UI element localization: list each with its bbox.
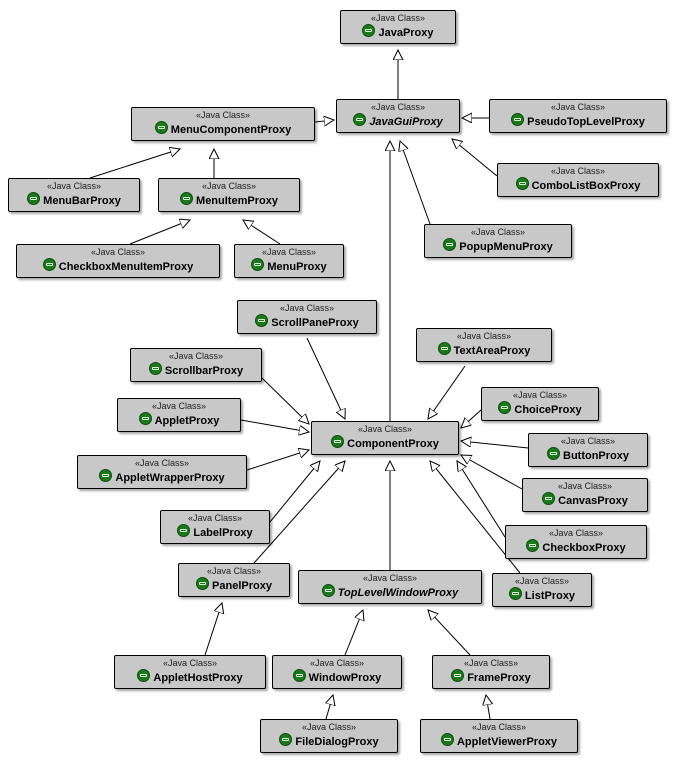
- class-name-row: [305, 584, 475, 600]
- class-node-popupmenuproxy[interactable]: [424, 224, 572, 258]
- class-name-row: [167, 524, 263, 540]
- java-class-icon: [441, 733, 454, 746]
- class-stereotype: «Java Class»: [261, 247, 317, 257]
- class-name-row: [165, 192, 293, 208]
- class-node-appletwrapperproxy[interactable]: [77, 455, 247, 489]
- class-name-row: [241, 258, 337, 274]
- class-name-row: [121, 669, 259, 685]
- class-stereotype: «Java Class»: [514, 576, 570, 586]
- class-name: MenuComponentProxy: [170, 124, 292, 136]
- java-class-icon: [438, 342, 451, 355]
- class-stereotype: «Java Class»: [550, 166, 606, 176]
- class-node-javaproxy[interactable]: [340, 10, 456, 44]
- class-name-row: [124, 412, 234, 428]
- class-node-checkboxmenuitemproxy[interactable]: [16, 244, 220, 278]
- class-node-scrollpaneproxy[interactable]: [237, 300, 377, 334]
- class-stereotype: «Java Class»: [162, 658, 218, 668]
- java-class-icon: [196, 577, 209, 590]
- class-stereotype: «Java Class»: [357, 424, 413, 434]
- class-name: PseudoTopLevelProxy: [527, 116, 645, 128]
- class-node-canvasproxy[interactable]: [522, 478, 648, 512]
- java-class-icon: [322, 584, 335, 597]
- class-node-javaguiproxy[interactable]: [336, 99, 460, 133]
- class-stereotype: «Java Class»: [470, 227, 526, 237]
- class-name: FileDialogProxy: [295, 736, 379, 748]
- class-node-combolistboxproxy[interactable]: [497, 163, 659, 197]
- java-class-icon: [331, 435, 344, 448]
- class-stereotype: «Java Class»: [557, 481, 613, 491]
- class-name: AppletProxy: [154, 415, 220, 427]
- java-class-icon: [362, 24, 375, 37]
- class-stereotype: «Java Class»: [370, 13, 426, 23]
- class-name: WindowProxy: [308, 672, 382, 684]
- class-stereotype: «Java Class»: [187, 513, 243, 523]
- class-name-row: [439, 669, 543, 685]
- class-name-row: [431, 238, 565, 254]
- class-node-listproxy[interactable]: [492, 573, 592, 607]
- java-class-icon: [43, 258, 56, 271]
- class-node-menubarproxy[interactable]: [8, 178, 140, 212]
- class-name: ChoiceProxy: [514, 404, 582, 416]
- class-name: CheckboxMenuItemProxy: [58, 261, 194, 273]
- class-stereotype: «Java Class»: [548, 528, 604, 538]
- class-name: ButtonProxy: [563, 450, 629, 462]
- class-stereotype: «Java Class»: [90, 247, 146, 257]
- class-name-row: [535, 447, 641, 463]
- class-name: LabelProxy: [193, 527, 253, 539]
- class-name: CanvasProxy: [558, 495, 628, 507]
- class-name-row: [318, 435, 452, 451]
- java-class-icon: [526, 539, 539, 552]
- class-name-row: [185, 577, 283, 593]
- java-class-icon: [451, 669, 464, 682]
- java-class-icon: [516, 177, 529, 190]
- class-name: ComponentProxy: [347, 438, 439, 450]
- class-stereotype: «Java Class»: [512, 390, 568, 400]
- class-stereotype: «Java Class»: [550, 102, 606, 112]
- class-name-row: [23, 258, 213, 274]
- class-name: AppletWrapperProxy: [115, 472, 225, 484]
- class-node-buttonproxy[interactable]: [528, 433, 648, 467]
- class-stereotype: «Java Class»: [560, 436, 616, 446]
- class-node-filedialogproxy[interactable]: [260, 719, 398, 753]
- class-name: TopLevelWindowProxy: [337, 587, 459, 599]
- class-name: ScrollPaneProxy: [271, 317, 359, 329]
- class-name: CheckboxProxy: [542, 542, 626, 554]
- java-class-icon: [511, 113, 524, 126]
- class-name: PanelProxy: [212, 580, 272, 592]
- java-class-icon: [279, 733, 292, 746]
- class-stereotype: «Java Class»: [46, 181, 102, 191]
- class-node-panelproxy[interactable]: [178, 563, 290, 597]
- class-name: ListProxy: [524, 590, 576, 602]
- class-name-row: [137, 362, 255, 378]
- java-class-icon: [251, 258, 264, 271]
- java-class-icon: [547, 447, 560, 460]
- java-class-icon: [149, 362, 162, 375]
- class-node-checkboxproxy[interactable]: [505, 525, 647, 559]
- java-class-icon: [443, 238, 456, 251]
- java-class-icon: [177, 524, 190, 537]
- class-name: JavaGuiProxy: [369, 116, 443, 128]
- class-node-menuitemproxy[interactable]: [158, 178, 300, 212]
- class-node-textareaproxy[interactable]: [416, 328, 552, 362]
- java-class-icon: [509, 587, 522, 600]
- class-stereotype: «Java Class»: [309, 658, 365, 668]
- java-class-icon: [139, 412, 152, 425]
- class-name-row: [347, 24, 449, 40]
- class-name-row: [15, 192, 133, 208]
- class-stereotype: «Java Class»: [195, 110, 251, 120]
- class-name: MenuItemProxy: [196, 195, 278, 207]
- class-stereotype: «Java Class»: [301, 722, 357, 732]
- class-name-row: [499, 587, 585, 603]
- class-name: MenuBarProxy: [43, 195, 121, 207]
- class-name-row: [138, 121, 308, 137]
- java-class-icon: [293, 669, 306, 682]
- java-class-icon: [180, 192, 193, 205]
- class-stereotype: «Java Class»: [471, 722, 527, 732]
- class-stereotype: «Java Class»: [362, 573, 418, 583]
- class-node-appletproxy[interactable]: [117, 398, 241, 432]
- class-name-row: [423, 342, 545, 358]
- class-name-row: [427, 733, 571, 749]
- java-class-icon: [137, 669, 150, 682]
- class-stereotype: «Java Class»: [168, 351, 224, 361]
- java-class-icon: [255, 314, 268, 327]
- class-node-menucomponentproxy[interactable]: [131, 107, 315, 141]
- class-name: TextAreaProxy: [453, 345, 531, 357]
- class-node-scrollbarproxy[interactable]: [130, 348, 262, 382]
- class-name-row: [84, 469, 240, 485]
- class-name-row: [496, 113, 660, 129]
- class-stereotype: «Java Class»: [456, 331, 512, 341]
- java-class-icon: [542, 492, 555, 505]
- java-class-icon: [155, 121, 168, 134]
- class-name-row: [267, 733, 391, 749]
- class-stereotype: «Java Class»: [201, 181, 257, 191]
- class-node-labelproxy[interactable]: [160, 510, 270, 544]
- class-name-row: [244, 314, 370, 330]
- class-stereotype: «Java Class»: [134, 458, 190, 468]
- class-name: ScrollbarProxy: [164, 365, 244, 377]
- class-node-windowproxy[interactable]: [272, 655, 402, 689]
- class-stereotype: «Java Class»: [463, 658, 519, 668]
- java-class-icon: [353, 113, 366, 126]
- class-name: ComboListBoxProxy: [531, 180, 641, 192]
- class-name-row: [488, 401, 592, 417]
- class-node-pseudotoplevelproxy[interactable]: [489, 99, 667, 133]
- class-name-row: [279, 669, 395, 685]
- class-node-applethostproxy[interactable]: [114, 655, 266, 689]
- class-stereotype: «Java Class»: [279, 303, 335, 313]
- java-class-icon: [99, 469, 112, 482]
- class-name-row: [512, 539, 640, 555]
- class-name-row: [529, 492, 641, 508]
- class-node-choiceproxy[interactable]: [481, 387, 599, 421]
- class-name: AppletHostProxy: [153, 672, 243, 684]
- class-stereotype: «Java Class»: [206, 566, 262, 576]
- class-node-toplevelwindowproxy[interactable]: [298, 570, 482, 604]
- class-node-appletviewerproxy[interactable]: [420, 719, 578, 753]
- class-name-row: [504, 177, 652, 193]
- class-name: FrameProxy: [467, 672, 531, 684]
- class-name: MenuProxy: [267, 261, 327, 273]
- class-stereotype: «Java Class»: [370, 102, 426, 112]
- java-class-icon: [27, 192, 40, 205]
- class-node-frameproxy[interactable]: [432, 655, 550, 689]
- class-name: AppletViewerProxy: [456, 736, 558, 748]
- class-name-row: [343, 113, 453, 129]
- class-node-menuproxy[interactable]: [234, 244, 344, 278]
- java-class-icon: [498, 401, 511, 414]
- class-name: PopupMenuProxy: [459, 241, 553, 253]
- class-node-componentproxy[interactable]: [311, 421, 459, 455]
- class-stereotype: «Java Class»: [151, 401, 207, 411]
- class-name: JavaProxy: [378, 27, 434, 39]
